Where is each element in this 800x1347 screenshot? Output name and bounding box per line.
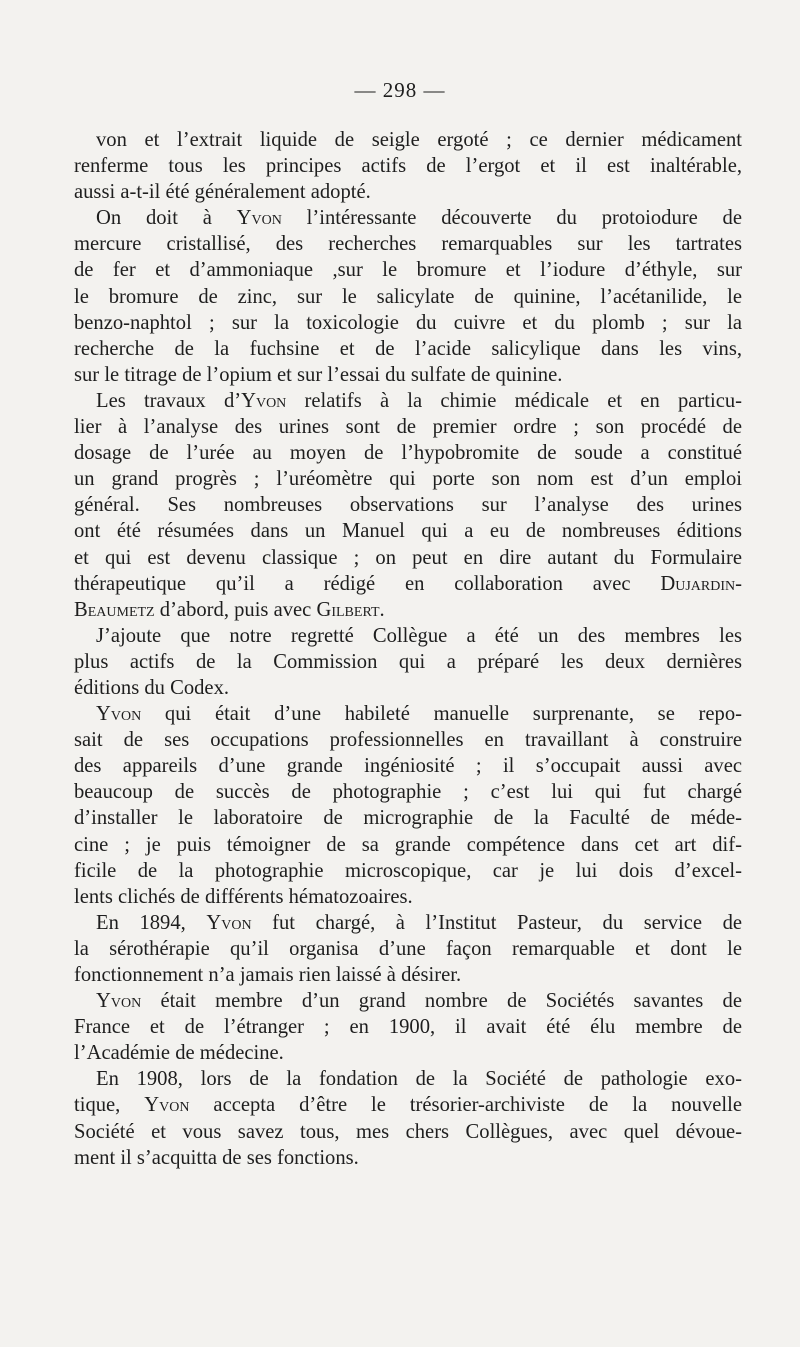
line-text: tique, [74,1094,145,1117]
small-caps-name: Yvon [241,389,287,412]
line-text: dosage de l’urée au moyen de l’hypobromite de soude a constitué [74,442,742,465]
page-number: — 298 — [354,78,446,102]
line-text: un grand progrès ; l’uréomètre qui porte son nom est d’un emploi [74,468,742,491]
text-line [74,753,742,779]
paragraph [74,127,742,205]
text-line [74,623,742,649]
line-text: ont été résumées dans un Manuel qui a eu de nombreuses éditions [74,520,742,543]
small-caps-name: Yvon [96,703,142,726]
line-text: ment il s’acquitta de ses fonctions. [74,1146,359,1169]
line-text: l’Académie de médecine. [74,1042,284,1065]
line-text: lier à l’analyse des urines sont de premier ordre ; son procédé de [74,416,742,439]
line-text: des appareils d’une grande ingéniosité ; il s’occupait aussi avec [74,755,742,778]
small-caps-name: Gilbert [316,598,380,621]
small-caps-name: Beaumetz [74,598,155,621]
line-text: l’intéressante découverte du protoiodure de [281,207,742,230]
paragraph [74,623,742,701]
text-line [74,571,742,597]
line-text: mercure cristallisé, des recherches remarquables sur les tartrates [74,233,742,256]
line-text: cine ; je puis témoigner de sa grande compétence dans cet art dif- [74,833,742,856]
paragraph [74,910,742,988]
text-line [74,153,742,179]
small-caps-name: Yvon [206,911,252,934]
line-text: accepta d’être le trésorier-archiviste de la nouvelle [189,1094,742,1117]
line-text: fonctionnement n’a jamais rien laissé à désirer. [74,964,462,986]
paragraph [74,988,742,1066]
text-line [74,910,742,936]
line-text: renferme tous les principes actifs de l’ergot et il est inaltérable, [74,155,742,178]
line-text: France et de l’étranger ; en 1900, il avait été élu membre de [74,1016,742,1039]
text-line [74,936,742,962]
line-text: Société et vous savez tous, mes chers Collègues, avec quel dévoue- [74,1120,742,1143]
line-text: fut chargé, à l’Institut Pasteur, du service de [251,911,743,934]
line-text: von et l’extrait liquide de seigle ergoté ; ce dernier médicament [96,129,742,151]
text-line [74,1014,742,1040]
text-line [74,518,742,544]
line-text: En 1894, [96,911,207,934]
line-text: d’installer le laboratoire de micrographie de la Faculté de méde- [74,807,742,830]
line-text: qui était d’une habileté manuelle surprenante, se repo- [141,703,742,726]
small-caps-name: Yvon [144,1094,190,1117]
line-text: la sérothérapie qu’il organisa d’une façon remarquable et dont le [74,937,742,960]
text-line [74,701,742,727]
line-text: sait de ses occupations professionnelles en travaillant à construire [74,729,742,752]
line-text: . [379,598,385,621]
line-text: de fer et d’ammoniaque ,sur le bromure et l’iodure d’éthyle, sur [74,259,742,282]
line-text: éditions du Codex. [74,676,230,699]
paragraph [74,205,742,388]
text-line [74,832,742,858]
line-text: thérapeutique qu’il a rédigé en collaboration avec [74,572,661,595]
text-line [74,205,742,231]
line-text: d’abord, puis avec [154,598,317,621]
paragraph [74,1066,742,1170]
line-text: le bromure de zinc, sur le salicylate de quinine, l’acétanilide, le [74,285,742,308]
text-line [74,1145,742,1171]
text-line [74,675,742,701]
text-line [74,988,742,1014]
line-text: En 1908, lors de la fondation de la Société de pathologie exo- [96,1068,742,1091]
text-line [74,414,742,440]
paragraph [74,388,742,623]
text-line [74,388,742,414]
text-line [74,257,742,283]
line-text: lents clichés de différents hématozoaires. [74,885,413,908]
text-line [74,1066,742,1092]
line-text: On doit à [96,207,237,230]
text-line [74,127,742,153]
line-text: J’ajoute que notre regretté Collègue a été un des membres les [96,624,742,647]
text-line [74,805,742,831]
body-text [74,127,742,1171]
text-line [74,1092,742,1118]
text-line [74,1119,742,1145]
line-text: sur le titrage de l’opium et sur l’essai du sulfate de quinine. [74,363,563,386]
text-line [74,727,742,753]
text-line [74,179,742,205]
line-text: beaucoup de succès de photographie ; c’est lui qui fut chargé [74,781,742,804]
small-caps-name: Yvon [96,990,142,1013]
text-line [74,884,742,910]
line-text: et qui est devenu classique ; on peut en dire autant du Formulaire [74,546,742,569]
line-text: général. Ses nombreuses observations sur l’analyse des urines [74,494,742,517]
line-text: recherche de la fuchsine et de l’acide salicylique dans les vins, [74,337,742,360]
line-text: ficile de la photographie microscopique, car je lui dois d’excel- [74,859,742,882]
text-line [74,440,742,466]
text-line [74,466,742,492]
line-text: benzo-naphtol ; sur la toxicologie du cuivre et du plomb ; sur la [74,311,742,334]
line-text: plus actifs de la Commission qui a préparé les deux dernières [74,650,742,673]
text-line [74,779,742,805]
line-text: aussi a-t-il été généralement adopté. [74,181,371,204]
small-caps-name: Yvon [236,207,282,230]
text-line [74,310,742,336]
line-text: relatifs à la chimie médicale et en particu- [286,389,742,412]
text-line [74,336,742,362]
text-line [74,649,742,675]
text-line [74,231,742,257]
line-text: était membre d’un grand nombre de Sociétés savantes de [141,990,742,1013]
line-text: Les travaux d’ [96,389,242,412]
text-line [74,1040,742,1066]
text-line [74,545,742,571]
text-line [74,492,742,518]
text-line [74,362,742,388]
paragraph [74,701,742,910]
text-line [74,962,742,988]
text-line [74,858,742,884]
text-line [74,284,742,310]
text-line [74,597,742,623]
small-caps-name: Dujardin- [660,572,742,595]
